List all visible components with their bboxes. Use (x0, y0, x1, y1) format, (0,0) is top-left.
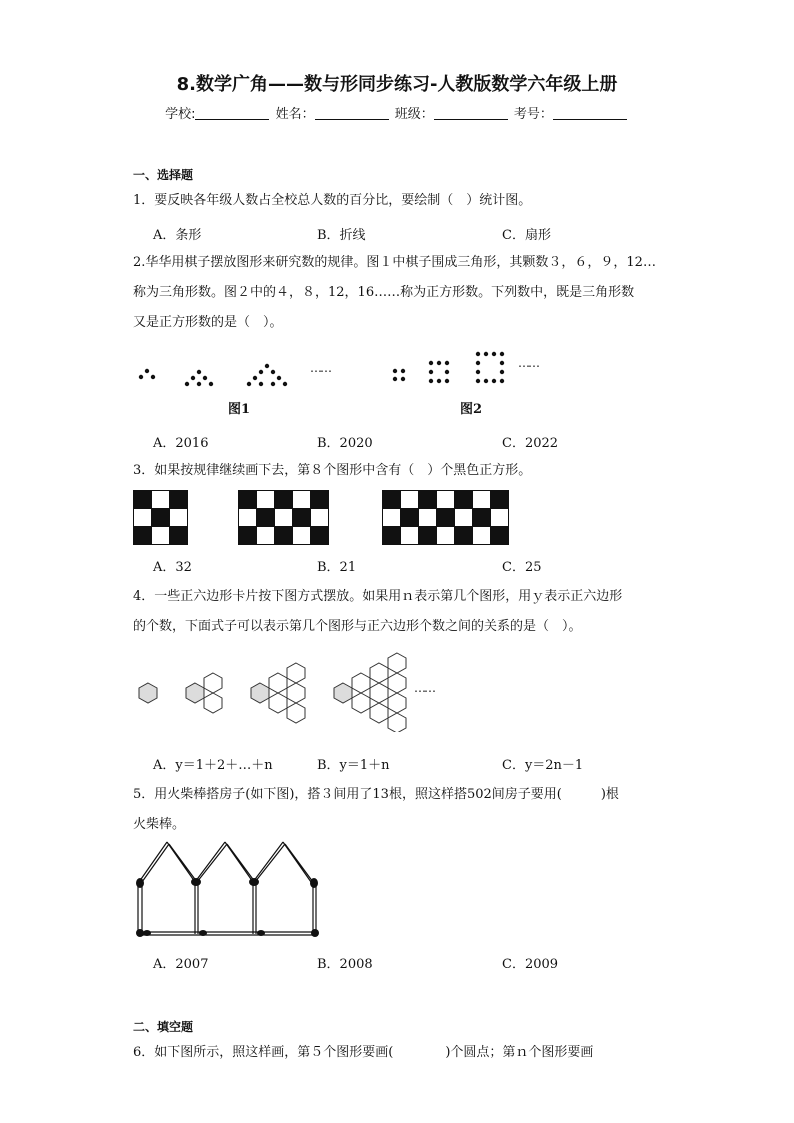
q5-matchstick-houses (133, 838, 325, 942)
q4-option-b: B．y＝1＋n (317, 758, 390, 773)
question-4 (133, 582, 663, 642)
fig1-label: 图1 (228, 402, 251, 417)
match-heads (136, 878, 319, 937)
hex-fig-3 (251, 663, 305, 723)
fig2-label: 图2 (460, 402, 483, 417)
q4-option-c: C．y＝2n－1 (502, 758, 584, 773)
q2-option-c: C．2022 (502, 436, 559, 451)
exam-label: 考号： (513, 107, 553, 122)
question-6: 6．如下图所示，照这样画，第５个图形要画( )个圆点；第ｎ个图形要画 (133, 1045, 594, 1060)
class-label: 班级： (394, 107, 434, 122)
school-blank (195, 106, 269, 120)
section-heading-fill: 二、填空题 (133, 1020, 194, 1034)
section-heading-choice: 一、选择题 (133, 168, 194, 182)
q4-option-a: A．y＝1＋2＋…＋n (153, 758, 273, 773)
q3-checkerboard-figures (133, 490, 523, 548)
fig1-triangles (139, 364, 287, 386)
q2-option-a: A．2016 (153, 436, 209, 451)
q1-option-a: A．条形 (153, 228, 202, 243)
matchsticks (138, 842, 316, 935)
q2-line-3: 又是正方形数的是（ ）。 (133, 315, 283, 330)
q5-line-2: 火柴棒。 (133, 817, 186, 832)
question-2 (133, 248, 663, 338)
q1-option-c: C．扇形 (502, 228, 551, 243)
class-blank (434, 106, 508, 120)
name-blank (315, 106, 389, 120)
q5-option-b: B．2008 (317, 957, 373, 972)
question-3: 3．如果按规律继续画下去，第８个图形中含有（ ）个黑色正方形。 (133, 463, 532, 478)
fig1-ellipsis: …… (310, 361, 330, 375)
q3-option-a: A．32 (153, 560, 192, 575)
q3-option-b: B．21 (317, 560, 357, 575)
q4-ellipsis: …… (414, 681, 434, 695)
q4-line-1: 4．一些正六边形卡片按下图方式摆放。如果用ｎ表示第几个图形，用ｙ表示正六边形 (133, 589, 623, 604)
question-1: 1．要反映各年级人数占全校总人数的百分比，要绘制（ ）统计图。 (133, 193, 532, 208)
board-2 (239, 491, 329, 545)
q2-option-b: B．2020 (317, 436, 373, 451)
q2-line-1: 2.华华用棋子摆放图形来研究数的规律。图１中棋子围成三角形，其颗数３，６，９，12… (133, 255, 656, 270)
page-title: 8.数学广角——数与形同步练习-人教版数学六年级上册 (176, 74, 618, 95)
fig2-squares (393, 352, 504, 383)
student-info-line (0, 103, 794, 122)
q5-option-c: C．2009 (502, 957, 559, 972)
hex-fig-1 (139, 683, 157, 703)
board-1 (134, 491, 188, 545)
hex-fig-2 (186, 673, 222, 713)
q3-option-c: C．25 (502, 560, 542, 575)
question-5 (133, 780, 663, 840)
q1-option-b: B．折线 (317, 228, 366, 243)
name-label: 姓名： (275, 107, 315, 122)
board-3 (383, 491, 509, 545)
q2-line-2: 称为三角形数。图２中的４，８，12，16……称为正方形数。下列数中，既是三角形数 (133, 285, 635, 300)
q5-option-a: A．2007 (153, 957, 209, 972)
exam-blank (553, 106, 627, 120)
school-label: 学校: (165, 107, 196, 122)
hex-fig-4 (334, 653, 406, 732)
fig2-ellipsis: …… (518, 356, 538, 370)
q5-line-1: 5．用火柴棒搭房子(如下图)，搭３间用了13根，照这样搭502间房子要用( )根 (133, 787, 619, 802)
q2-dot-figures (128, 346, 558, 394)
q4-line-2: 的个数，下面式子可以表示第几个图形与正六边形个数之间的关系的是（ ）。 (133, 619, 582, 634)
q4-hexagon-figures (133, 650, 423, 732)
